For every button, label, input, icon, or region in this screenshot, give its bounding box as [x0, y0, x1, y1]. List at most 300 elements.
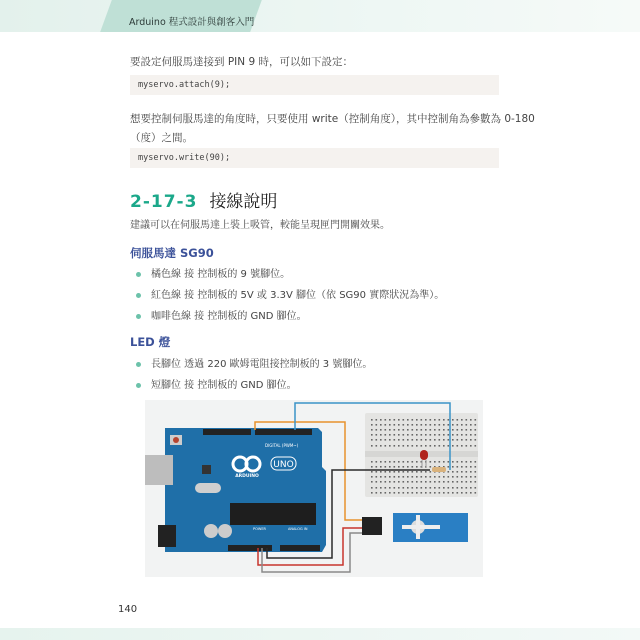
breadboard-hole	[475, 476, 477, 478]
paragraph-attach: 要設定伺服馬達接到 PIN 9 時，可以如下設定：	[130, 56, 353, 68]
breadboard-hole	[385, 481, 387, 483]
breadboard-hole	[398, 461, 400, 463]
breadboard-hole	[434, 445, 436, 447]
breadboard-hole	[371, 445, 373, 447]
breadboard-hole	[466, 492, 468, 494]
breadboard-hole	[412, 439, 414, 441]
breadboard-hole	[452, 492, 454, 494]
breadboard-hole	[376, 419, 378, 421]
breadboard-hole	[443, 481, 445, 483]
list-item-text: 短腳位 接 控制板的 GND 腳位。	[151, 380, 297, 391]
breadboard-hole	[421, 439, 423, 441]
breadboard-hole	[434, 487, 436, 489]
breadboard-hole	[376, 487, 378, 489]
breadboard-hole	[466, 434, 468, 436]
breadboard-hole	[412, 487, 414, 489]
breadboard-hole	[398, 481, 400, 483]
breadboard-hole	[407, 492, 409, 494]
breadboard-hole	[389, 461, 391, 463]
breadboard-hole	[421, 471, 423, 473]
breadboard-hole	[470, 471, 472, 473]
breadboard-hole	[407, 466, 409, 468]
breadboard-hole	[434, 461, 436, 463]
breadboard-hole	[439, 424, 441, 426]
list-item-text: 紅色線 接 控制板的 5V 或 3.3V 腳位（依 SG90 實際狀況為準）。	[151, 290, 445, 301]
breadboard-hole	[376, 434, 378, 436]
breadboard-hole	[380, 471, 382, 473]
breadboard-hole	[380, 419, 382, 421]
breadboard-hole	[425, 481, 427, 483]
wiring-diagram	[140, 395, 490, 585]
breadboard-hole	[470, 439, 472, 441]
breadboard-hole	[407, 434, 409, 436]
breadboard-hole	[412, 434, 414, 436]
breadboard-hole	[452, 439, 454, 441]
breadboard-hole	[380, 487, 382, 489]
bullet-icon	[136, 383, 141, 388]
breadboard-hole	[461, 419, 463, 421]
breadboard-hole	[452, 419, 454, 421]
breadboard-hole	[385, 445, 387, 447]
breadboard-hole	[430, 439, 432, 441]
servo-heading: 伺服馬達 SG90	[130, 246, 214, 260]
breadboard-hole	[403, 481, 405, 483]
breadboard-hole	[425, 419, 427, 421]
breadboard-hole	[385, 476, 387, 478]
breadboard-hole	[461, 445, 463, 447]
breadboard-hole	[430, 466, 432, 468]
breadboard-hole	[394, 424, 396, 426]
breadboard-hole	[439, 434, 441, 436]
resistor	[432, 467, 446, 472]
breadboard-hole	[394, 419, 396, 421]
digital-label: DIGITAL (PWM~)	[265, 443, 299, 448]
breadboard-hole	[461, 461, 463, 463]
breadboard-hole	[443, 445, 445, 447]
breadboard-hole	[425, 487, 427, 489]
breadboard-hole	[461, 471, 463, 473]
analog-label: ANALOG IN	[288, 527, 308, 531]
breadboard-hole	[425, 476, 427, 478]
breadboard-hole	[403, 445, 405, 447]
breadboard-hole	[403, 424, 405, 426]
breadboard-hole	[475, 487, 477, 489]
section-number: 2-17-3	[130, 192, 198, 212]
servo-motor	[393, 513, 468, 542]
breadboard-hole	[425, 429, 427, 431]
breadboard-hole	[448, 492, 450, 494]
breadboard-hole	[389, 424, 391, 426]
breadboard-hole	[475, 424, 477, 426]
breadboard-hole	[398, 487, 400, 489]
breadboard-hole	[452, 434, 454, 436]
breadboard-hole	[461, 476, 463, 478]
breadboard-hole	[421, 492, 423, 494]
breadboard-hole	[371, 481, 373, 483]
arduino-uno-board	[145, 428, 326, 552]
breadboard-hole	[380, 445, 382, 447]
breadboard-hole	[443, 429, 445, 431]
breadboard-hole	[434, 492, 436, 494]
breadboard-hole	[412, 476, 414, 478]
page-number: 140	[118, 604, 138, 615]
breadboard-hole	[407, 487, 409, 489]
breadboard-hole	[407, 419, 409, 421]
breadboard-hole	[434, 429, 436, 431]
breadboard-hole	[416, 419, 418, 421]
breadboard-hole	[407, 476, 409, 478]
breadboard-hole	[443, 439, 445, 441]
breadboard-hole	[416, 445, 418, 447]
breadboard-hole	[380, 476, 382, 478]
breadboard-hole	[425, 434, 427, 436]
paragraph-write-1: 想要控制伺服馬達的角度時，只要使用 write（控制角度），其中控制角為參數為 0-180	[130, 113, 535, 125]
breadboard-hole	[470, 487, 472, 489]
breadboard-hole	[412, 429, 414, 431]
breadboard-hole	[380, 461, 382, 463]
breadboard-hole	[389, 434, 391, 436]
breadboard-hole	[421, 445, 423, 447]
breadboard-hole	[466, 445, 468, 447]
breadboard-hole	[448, 481, 450, 483]
breadboard-hole	[412, 471, 414, 473]
breadboard-hole	[403, 466, 405, 468]
breadboard-hole	[416, 471, 418, 473]
breadboard-hole	[425, 424, 427, 426]
code-block-attach: myservo.attach(9);	[130, 75, 499, 95]
breadboard-hole	[466, 461, 468, 463]
breadboard-hole	[448, 445, 450, 447]
breadboard-hole	[475, 429, 477, 431]
breadboard-hole	[466, 481, 468, 483]
breadboard-hole	[389, 492, 391, 494]
arduino-logo-label: ARDUINO	[235, 474, 259, 479]
breadboard-hole	[412, 445, 414, 447]
breadboard-hole	[380, 434, 382, 436]
breadboard-hole	[416, 481, 418, 483]
breadboard-hole	[385, 419, 387, 421]
breadboard-hole	[394, 481, 396, 483]
breadboard-hole	[430, 481, 432, 483]
crystal	[195, 483, 221, 493]
breadboard-hole	[434, 439, 436, 441]
breadboard-hole	[475, 419, 477, 421]
breadboard-hole	[448, 434, 450, 436]
breadboard-hole	[475, 461, 477, 463]
breadboard-hole	[439, 481, 441, 483]
breadboard-hole	[466, 466, 468, 468]
breadboard-hole	[461, 439, 463, 441]
breadboard-hole	[380, 481, 382, 483]
breadboard-hole	[376, 461, 378, 463]
breadboard-hole	[385, 439, 387, 441]
breadboard-hole	[452, 424, 454, 426]
breadboard-hole	[448, 476, 450, 478]
breadboard-hole	[407, 439, 409, 441]
breadboard-hole	[376, 429, 378, 431]
breadboard-hole	[403, 419, 405, 421]
breadboard-hole	[448, 461, 450, 463]
breadboard-hole	[470, 476, 472, 478]
breadboard-hole	[448, 466, 450, 468]
breadboard-hole	[385, 471, 387, 473]
breadboard-hole	[443, 434, 445, 436]
breadboard-hole	[434, 476, 436, 478]
breadboard-hole	[470, 461, 472, 463]
breadboard-hole	[430, 424, 432, 426]
footer-band	[0, 628, 640, 640]
breadboard-hole	[475, 492, 477, 494]
breadboard-hole	[403, 429, 405, 431]
breadboard-hole	[443, 476, 445, 478]
servo-connector	[362, 517, 382, 535]
breadboard-hole	[470, 424, 472, 426]
uno-label: UNO	[273, 460, 294, 470]
breadboard-hole	[475, 481, 477, 483]
breadboard-hole	[416, 429, 418, 431]
breadboard-hole	[475, 445, 477, 447]
breadboard-hole	[421, 434, 423, 436]
breadboard-hole	[430, 429, 432, 431]
breadboard-hole	[371, 424, 373, 426]
breadboard-hole	[421, 419, 423, 421]
section-title: 接線說明	[209, 192, 278, 212]
breadboard-hole	[380, 466, 382, 468]
breadboard-hole	[457, 439, 459, 441]
list-item	[136, 265, 290, 280]
breadboard-hole	[416, 466, 418, 468]
breadboard-hole	[430, 445, 432, 447]
breadboard-hole	[475, 471, 477, 473]
breadboard-hole	[371, 429, 373, 431]
breadboard-hole	[389, 466, 391, 468]
breadboard-hole	[466, 419, 468, 421]
breadboard-hole	[407, 445, 409, 447]
breadboard-hole	[461, 434, 463, 436]
breadboard-hole	[466, 476, 468, 478]
breadboard-hole	[407, 424, 409, 426]
breadboard-hole	[470, 466, 472, 468]
breadboard-hole	[407, 471, 409, 473]
breadboard-hole	[394, 487, 396, 489]
breadboard-hole	[412, 492, 414, 494]
breadboard-hole	[403, 471, 405, 473]
breadboard-hole	[371, 471, 373, 473]
book-title: Arduino 程式設計與創客入門	[129, 17, 255, 28]
breadboard-hole	[461, 429, 463, 431]
list-item-text: 長腳位 透過 220 歐姆電阻接控制板的 3 號腳位。	[151, 359, 373, 370]
breadboard-hole	[421, 429, 423, 431]
breadboard-hole	[394, 445, 396, 447]
breadboard-hole	[394, 466, 396, 468]
breadboard-hole	[439, 445, 441, 447]
breadboard-hole	[452, 471, 454, 473]
breadboard-hole	[475, 466, 477, 468]
breadboard-hole	[389, 445, 391, 447]
breadboard-hole	[398, 471, 400, 473]
breadboard-hole	[371, 476, 373, 478]
breadboard-hole	[461, 487, 463, 489]
breadboard-hole	[425, 492, 427, 494]
breadboard-hole	[434, 424, 436, 426]
breadboard-hole	[461, 466, 463, 468]
breadboard-hole	[389, 476, 391, 478]
breadboard-hole	[452, 461, 454, 463]
breadboard-hole	[448, 471, 450, 473]
breadboard-hole	[394, 476, 396, 478]
breadboard-hole	[412, 419, 414, 421]
bullet-icon	[136, 362, 141, 367]
breadboard-hole	[434, 434, 436, 436]
breadboard-hole	[470, 481, 472, 483]
breadboard-hole	[398, 439, 400, 441]
breadboard-hole	[452, 481, 454, 483]
chip	[230, 503, 316, 525]
breadboard-hole	[439, 429, 441, 431]
breadboard-hole	[443, 487, 445, 489]
breadboard-hole	[470, 434, 472, 436]
breadboard-hole	[439, 476, 441, 478]
breadboard-hole	[457, 419, 459, 421]
breadboard-hole	[385, 434, 387, 436]
breadboard-hole	[416, 424, 418, 426]
breadboard-hole	[461, 424, 463, 426]
breadboard-hole	[475, 434, 477, 436]
breadboard-hole	[421, 487, 423, 489]
breadboard-hole	[376, 439, 378, 441]
breadboard-hole	[470, 492, 472, 494]
breadboard-hole	[385, 466, 387, 468]
list-item-text: 咖啡色線 接 控制板的 GND 腳位。	[151, 311, 307, 322]
paragraph-write-2: （度）之間。	[130, 132, 193, 144]
breadboard-hole	[443, 419, 445, 421]
breadboard-hole	[470, 429, 472, 431]
breadboard-hole	[470, 445, 472, 447]
breadboard-hole	[430, 492, 432, 494]
breadboard-hole	[380, 429, 382, 431]
breadboard-hole	[448, 429, 450, 431]
breadboard-hole	[376, 471, 378, 473]
breadboard-hole	[416, 434, 418, 436]
breadboard-hole	[457, 424, 459, 426]
breadboard-hole	[398, 466, 400, 468]
paragraph-tip: 建議可以在伺服馬達上裝上吸管，較能呈現匣門開關效果。	[130, 220, 390, 231]
breadboard-hole	[430, 434, 432, 436]
breadboard-hole	[412, 461, 414, 463]
breadboard-hole	[421, 476, 423, 478]
breadboard-hole	[457, 471, 459, 473]
breadboard-hole	[389, 439, 391, 441]
breadboard-hole	[403, 476, 405, 478]
breadboard-hole	[403, 434, 405, 436]
list-item-text: 橘色線 接 控制板的 9 號腳位。	[151, 269, 291, 280]
breadboard-hole	[407, 461, 409, 463]
breadboard-hole	[461, 492, 463, 494]
list-item	[136, 355, 372, 370]
breadboard-hole	[376, 476, 378, 478]
breadboard-hole	[452, 476, 454, 478]
bullet-icon	[136, 293, 141, 298]
breadboard-hole	[398, 492, 400, 494]
breadboard-hole	[448, 439, 450, 441]
breadboard-hole	[425, 439, 427, 441]
breadboard-hole	[403, 492, 405, 494]
breadboard-hole	[470, 419, 472, 421]
breadboard-hole	[376, 481, 378, 483]
breadboard-hole	[371, 461, 373, 463]
breadboard-hole	[403, 461, 405, 463]
breadboard-hole	[371, 487, 373, 489]
breadboard-hole	[421, 424, 423, 426]
breadboard-hole	[466, 424, 468, 426]
breadboard-hole	[457, 487, 459, 489]
breadboard-hole	[430, 476, 432, 478]
breadboard-hole	[443, 424, 445, 426]
breadboard-hole	[416, 461, 418, 463]
bullet-icon	[136, 314, 141, 319]
breadboard-hole	[380, 439, 382, 441]
breadboard-hole	[412, 481, 414, 483]
breadboard-hole	[443, 461, 445, 463]
breadboard-hole	[376, 424, 378, 426]
breadboard-hole	[376, 445, 378, 447]
breadboard-hole	[394, 471, 396, 473]
breadboard-hole	[439, 439, 441, 441]
breadboard-hole	[389, 481, 391, 483]
breadboard-hole	[398, 419, 400, 421]
breadboard-hole	[385, 487, 387, 489]
power-label: POWER	[253, 527, 266, 531]
breadboard-hole	[398, 445, 400, 447]
breadboard-hole	[452, 429, 454, 431]
breadboard-hole	[385, 492, 387, 494]
breadboard-hole	[452, 487, 454, 489]
breadboard-hole	[452, 466, 454, 468]
breadboard-hole	[385, 429, 387, 431]
breadboard-hole	[398, 424, 400, 426]
breadboard-hole	[398, 476, 400, 478]
code-block-write: myservo.write(90);	[130, 148, 499, 168]
list-item	[136, 376, 297, 391]
breadboard-hole	[416, 492, 418, 494]
breadboard-hole	[430, 487, 432, 489]
breadboard-hole	[389, 419, 391, 421]
breadboard-hole	[457, 466, 459, 468]
breadboard-hole	[371, 439, 373, 441]
breadboard-hole	[457, 481, 459, 483]
breadboard-hole	[389, 487, 391, 489]
breadboard-hole	[403, 487, 405, 489]
breadboard-hole	[457, 445, 459, 447]
breadboard-hole	[385, 461, 387, 463]
breadboard-hole	[421, 481, 423, 483]
breadboard-hole	[380, 424, 382, 426]
breadboard-hole	[412, 424, 414, 426]
breadboard-hole	[434, 419, 436, 421]
breadboard-hole	[394, 434, 396, 436]
breadboard-hole	[448, 424, 450, 426]
breadboard-hole	[416, 476, 418, 478]
breadboard-hole	[389, 429, 391, 431]
breadboard-hole	[457, 434, 459, 436]
led-heading: LED 燈	[130, 335, 171, 349]
breadboard-hole	[403, 439, 405, 441]
breadboard-hole	[394, 439, 396, 441]
breadboard-hole	[416, 487, 418, 489]
power-jack	[158, 525, 176, 547]
list-item	[136, 307, 307, 322]
breadboard-hole	[394, 429, 396, 431]
